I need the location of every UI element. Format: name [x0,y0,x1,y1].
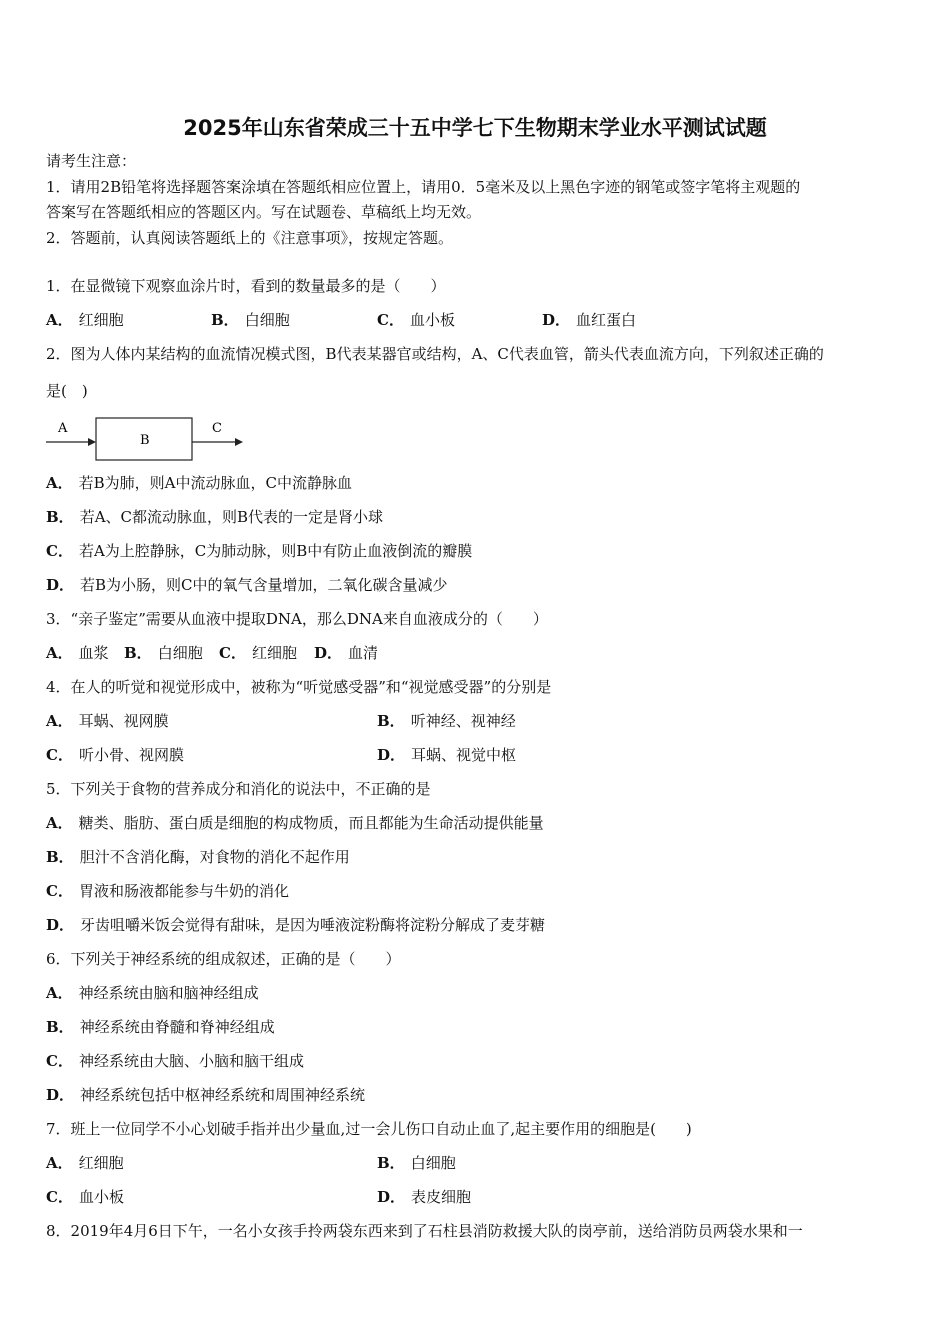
question-2-option-d[interactable] [46,575,448,595]
question-7-stem: 7．班上一位同学不小心划破手指并出少量血,过一会儿伤口自动止血了,起主要作用的细胞是( ) [46,1120,692,1138]
option-label: A． [46,474,73,492]
question-8-stem: 8．2019年4月6日下午，一名小女孩手拎两袋东西来到了石柱县消防救援大队的岗亭前，送给消防员两袋水果和一 [46,1222,803,1240]
notice-item: 答案写在答题纸相应的答题区内。写在试题卷、草稿纸上均无效。 [46,203,482,221]
option-text: 血红蛋白 [576,311,637,329]
question-4-option-c[interactable] [46,745,184,765]
option-label: C． [46,882,73,900]
label-a: A [58,421,68,436]
option-text: 红细胞 [78,1154,124,1172]
question-3-stem: 3．“亲子鉴定”需要从血液中提取DNA，那么DNA来自血液成分的（ ） [46,610,548,628]
option-text: 白细胞 [410,1154,456,1172]
option-label: C． [46,746,73,764]
option-label: D． [542,311,571,329]
option-label: D． [46,916,75,934]
option-text: 神经系统由脊髓和脊神经组成 [79,1018,275,1036]
option-text: 血小板 [78,1188,124,1206]
question-2-stem: 是( ) [46,382,88,400]
question-6-stem: 6．下列关于神经系统的组成叙述，正确的是（ ） [46,950,401,968]
question-3-option-c[interactable] [219,643,297,663]
question-5-option-b[interactable] [46,847,350,867]
question-4-stem: 4．在人的听觉和视觉形成中，被称为“听觉感受器”和“视觉感受器”的分别是 [46,678,552,696]
option-text: 糖类、脂肪、蛋白质是细胞的构成物质，而且都能为生命活动提供能量 [78,814,544,832]
option-text: 若A、C都流动脉血，则B代表的一定是肾小球 [79,508,384,526]
question-2-option-c[interactable] [46,541,472,561]
option-text: 若B为肺，则A中流动脉血，C中流静脉血 [78,474,352,492]
option-text: 神经系统由脑和脑神经组成 [78,984,259,1002]
question-5-stem: 5．下列关于食物的营养成分和消化的说法中，不正确的是 [46,780,431,798]
option-text: 听神经、视神经 [410,712,516,730]
label-c: C [212,421,222,436]
option-label: B． [46,1018,74,1036]
question-1-option-b[interactable] [211,310,290,330]
question-1-option-d[interactable] [542,310,636,330]
option-text: 血小板 [409,311,455,329]
option-label: C． [46,542,73,560]
question-6-option-b[interactable] [46,1017,275,1037]
arrow-right-icon [235,438,243,446]
option-label: A． [46,644,73,662]
option-label: A． [46,984,73,1002]
question-5-option-d[interactable] [46,915,545,935]
option-text: 牙齿咀嚼米饭会觉得有甜味，是因为唾液淀粉酶将淀粉分解成了麦芽糖 [80,916,546,934]
notice-item: 2．答题前，认真阅读答题纸上的《注意事项》，按规定答题。 [46,229,454,247]
option-text: 胃液和肠液都能参与牛奶的消化 [78,882,289,900]
option-label: C． [219,644,246,662]
question-2-option-b[interactable] [46,507,383,527]
option-label: A． [46,814,73,832]
option-label: C． [46,1188,73,1206]
question-1-option-c[interactable] [377,310,455,330]
option-text: 红细胞 [251,644,297,662]
option-text: 血浆 [78,644,109,662]
option-label: B． [46,508,74,526]
arrow-right-icon [88,438,96,446]
option-text: 胆汁不含消化酶，对食物的消化不起作用 [79,848,350,866]
option-text: 耳蜗、视网膜 [78,712,169,730]
option-text: 神经系统由大脑、小脑和脑干组成 [78,1052,304,1070]
question-7-option-a[interactable] [46,1153,124,1173]
option-label: A． [46,311,73,329]
option-text: 血清 [348,644,379,662]
option-label: D． [46,1086,75,1104]
label-b: B [140,433,150,448]
option-label: A． [46,1154,73,1172]
question-7-option-b[interactable] [377,1153,456,1173]
option-label: B． [211,311,239,329]
question-3-option-b[interactable] [124,643,203,663]
question-2-stem: 2．图为人体内某结构的血流情况模式图，B代表某器官或结构，A、C代表血管，箭头代表血流方向，下列叙述正确的 [46,345,824,363]
question-7-option-c[interactable] [46,1187,124,1207]
option-label: D． [377,746,406,764]
option-label: D． [46,576,75,594]
question-1-option-a[interactable] [46,310,124,330]
question-5-option-c[interactable] [46,881,289,901]
option-text: 红细胞 [78,311,124,329]
question-7-option-d[interactable] [377,1187,471,1207]
question-2-option-a[interactable] [46,473,352,493]
option-label: B． [124,644,152,662]
option-label: B． [377,712,405,730]
option-text: 听小骨、视网膜 [78,746,184,764]
question-5-option-a[interactable] [46,813,544,833]
option-label: B． [46,848,74,866]
option-label: D． [377,1188,406,1206]
option-text: 白细胞 [244,311,290,329]
notice-item: 1．请用2B铅笔将选择题答案涂填在答题纸相应位置上，请用0．5毫米及以上黑色字迹的钢笔或签字笔将主观题的 [46,178,801,196]
option-text: 表皮细胞 [411,1188,472,1206]
question-6-option-d[interactable] [46,1085,365,1105]
option-label: C． [46,1052,73,1070]
option-text: 若A为上腔静脉，C为肺动脉，则B中有防止血液倒流的瓣膜 [78,542,473,560]
blood-flow-diagram [44,412,249,462]
question-3-option-a[interactable] [46,643,109,663]
question-4-option-a[interactable] [46,711,169,731]
option-label: B． [377,1154,405,1172]
page-title: 2025年山东省荣成三十五中学七下生物期末学业水平测试试题 [183,116,767,140]
question-4-option-b[interactable] [377,711,516,731]
notice-heading: 请考生注意： [46,152,137,170]
option-text: 耳蜗、视觉中枢 [411,746,517,764]
option-label: C． [377,311,404,329]
option-label: A． [46,712,73,730]
option-text: 神经系统包括中枢神经系统和周围神经系统 [80,1086,366,1104]
option-text: 白细胞 [157,644,203,662]
question-3-option-d[interactable] [314,643,378,663]
question-6-option-c[interactable] [46,1051,304,1071]
option-text: 若B为小肠，则C中的氧气含量增加，二氧化碳含量减少 [80,576,448,594]
question-6-option-a[interactable] [46,983,259,1003]
option-label: D． [314,644,343,662]
question-1-stem: 1．在显微镜下观察血涂片时，看到的数量最多的是（ ） [46,277,446,295]
question-4-option-d[interactable] [377,745,516,765]
